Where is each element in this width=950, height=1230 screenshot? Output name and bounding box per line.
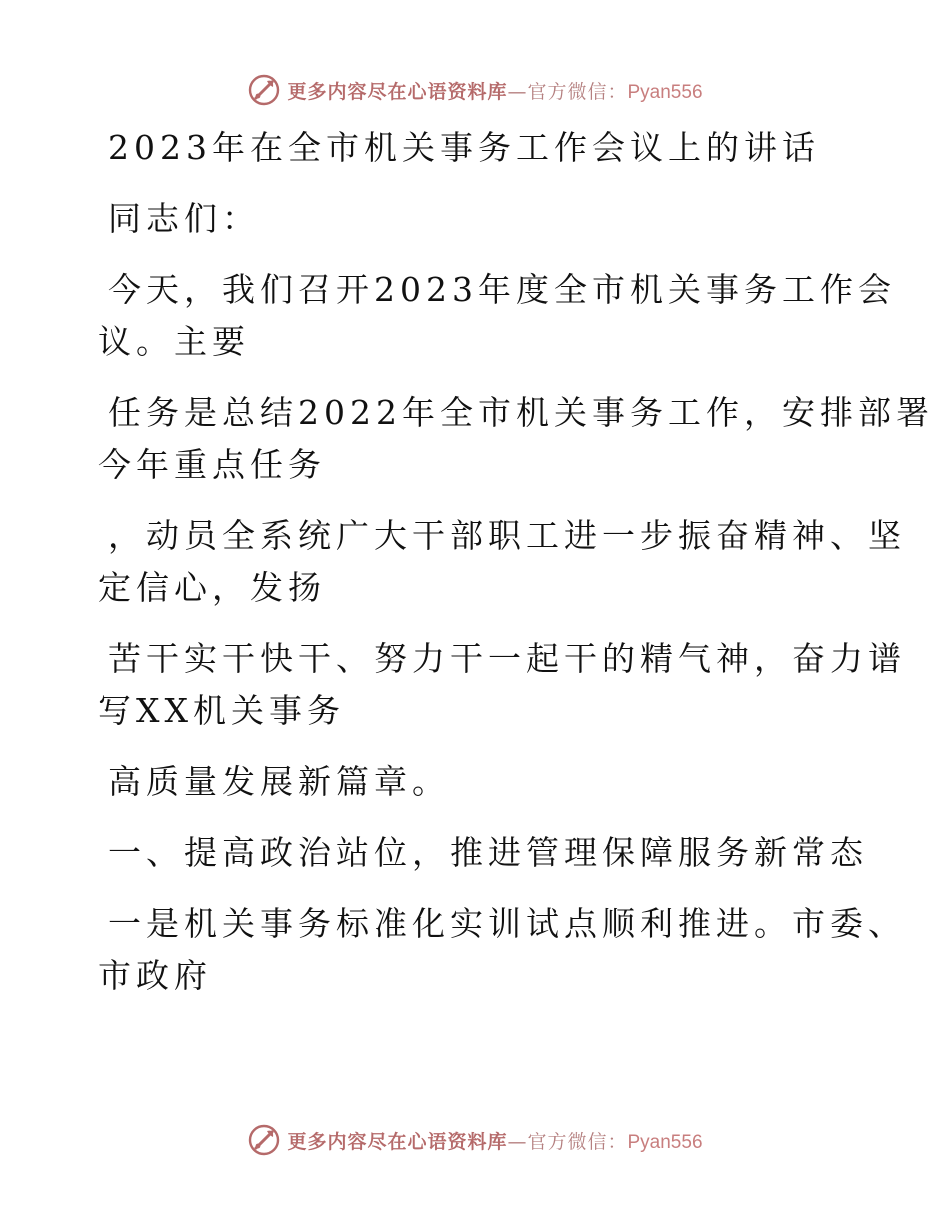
text-line: 今天，我们召开2023年度全市机关事务工作会 [108, 270, 896, 309]
quill-logo-icon [247, 1123, 281, 1157]
text-line: 市政府 [98, 956, 212, 995]
text-line: 今年重点任务 [98, 445, 326, 484]
watermark-text [287, 77, 702, 104]
paragraph [98, 633, 906, 737]
text-line: 2023年在全市机关事务工作会议上的讲话 [108, 128, 820, 167]
paragraph [98, 387, 934, 491]
watermark-header [0, 72, 950, 108]
quill-logo-icon [247, 73, 281, 107]
text-line: 定信心，发扬 [98, 568, 326, 607]
watermark-contact-id: Pyan556 [627, 81, 703, 103]
paragraph [98, 756, 858, 808]
watermark-contact-label: 官方微信： [527, 1130, 628, 1153]
text-line: 一、提高政治站位，推进管理保障服务新常态 [108, 833, 868, 872]
text-line: 苦干实干快干、努力干一起干的精气神，奋力谱 [108, 639, 906, 678]
watermark-footer [0, 1122, 950, 1158]
watermark-contact-label: 官方微信： [527, 80, 628, 103]
document-body [98, 122, 934, 1021]
paragraph [98, 264, 896, 368]
paragraph [98, 510, 906, 614]
watermark-brand: 更多内容尽在心语资料库 [287, 1130, 508, 1153]
watermark-contact-id: Pyan556 [627, 1131, 703, 1153]
salutation [98, 193, 858, 245]
watermark-brand: 更多内容尽在心语资料库 [287, 80, 508, 103]
watermark-separator: — [507, 1130, 528, 1153]
text-line: 高质量发展新篇章。 [108, 762, 450, 801]
section-heading [98, 827, 868, 879]
text-line: 议。主要 [98, 322, 250, 361]
text-line: 任务是总结2022年全市机关事务工作，安排部署 [108, 393, 934, 432]
paragraph [98, 898, 906, 1002]
text-line: 写XX机关事务 [98, 691, 345, 730]
watermark-text [287, 1127, 702, 1154]
text-line: 一是机关事务标准化实训试点顺利推进。市委、 [108, 904, 906, 943]
watermark-separator: — [507, 80, 528, 103]
document-title [98, 122, 858, 174]
text-line: 同志们： [108, 199, 260, 238]
text-line: ，动员全系统广大干部职工进一步振奋精神、坚 [108, 516, 906, 555]
